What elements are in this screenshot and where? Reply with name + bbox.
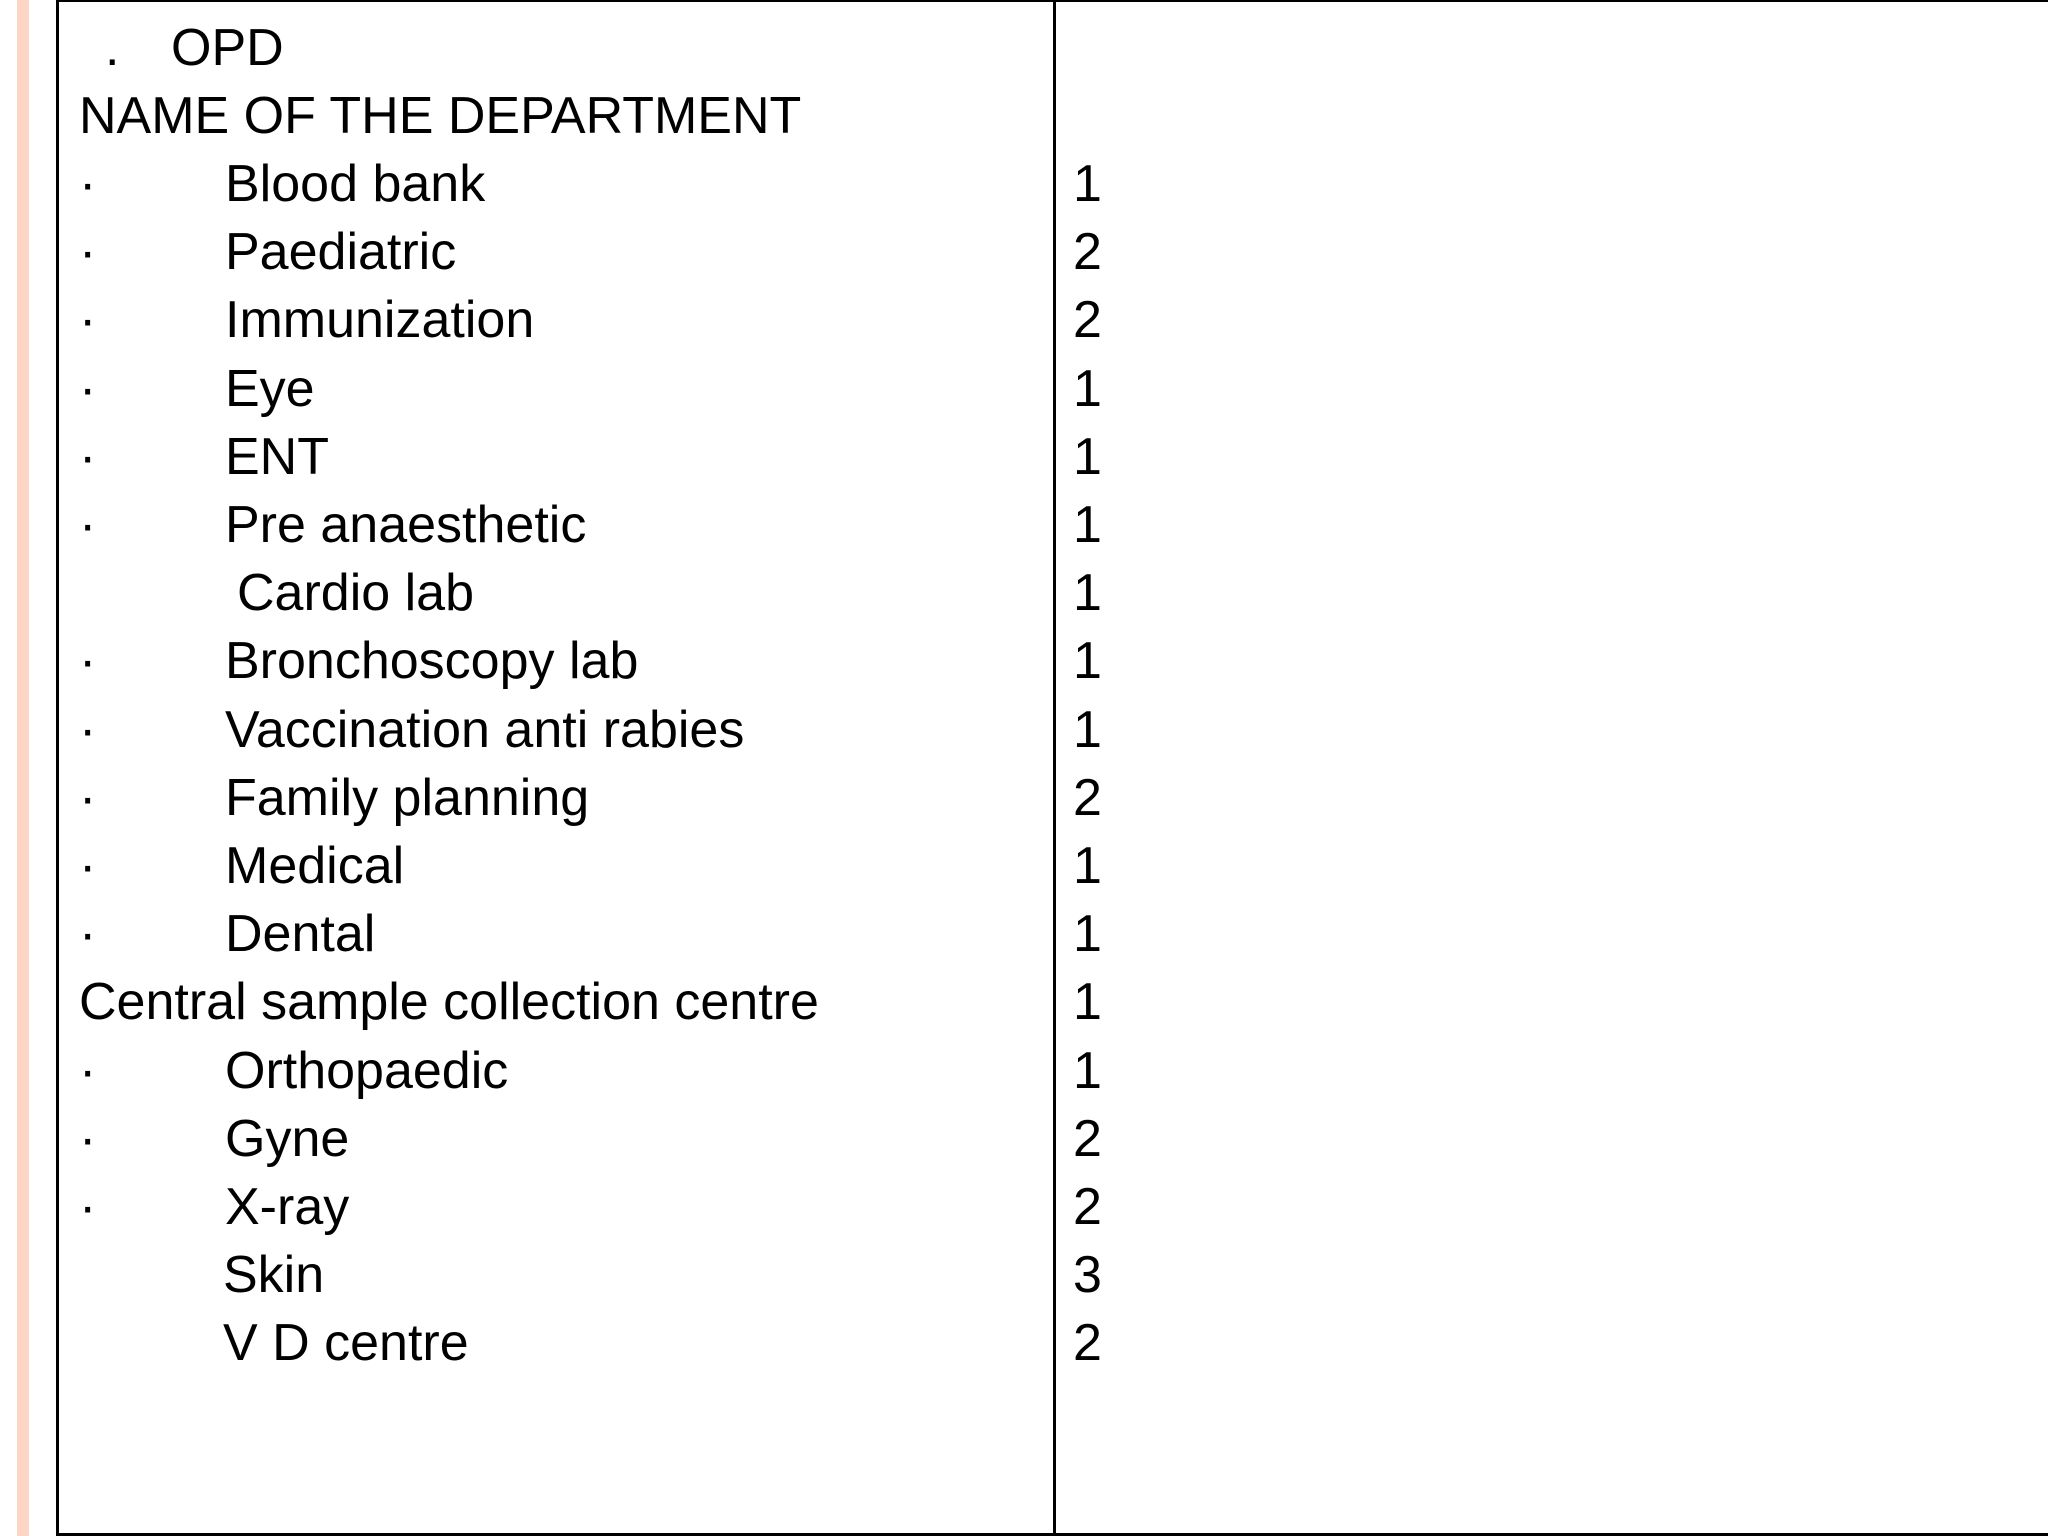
row-bullet: · xyxy=(79,155,97,213)
department-name: Orthopaedic xyxy=(225,1042,509,1100)
department-name: Bronchoscopy lab xyxy=(225,632,639,690)
department-name: V D centre xyxy=(223,1314,469,1372)
row-bullet: · xyxy=(79,223,97,281)
department-count: 1 xyxy=(1073,1042,1102,1100)
department-count: 1 xyxy=(1073,360,1102,418)
department-table xyxy=(56,0,2048,1536)
department-name: Paediatric xyxy=(225,223,457,281)
department-count: 2 xyxy=(1073,1178,1102,1236)
department-name: Eye xyxy=(225,360,315,418)
department-count: 1 xyxy=(1073,428,1102,486)
row-bullet: · xyxy=(79,769,97,827)
department-name: Medical xyxy=(225,837,405,895)
department-count: 1 xyxy=(1073,837,1102,895)
department-count: 3 xyxy=(1073,1246,1102,1304)
department-name: Blood bank xyxy=(225,155,486,213)
row-bullet: · xyxy=(79,701,97,759)
header-marker: . xyxy=(105,19,120,77)
department-count: 2 xyxy=(1073,1314,1102,1372)
department-name: ENT xyxy=(225,428,329,486)
department-name: Skin xyxy=(223,1246,325,1304)
department-count: 2 xyxy=(1073,223,1102,281)
row-bullet: · xyxy=(79,496,97,554)
department-name: Cardio lab xyxy=(237,564,475,622)
row-bullet: · xyxy=(79,291,97,349)
department-name: Vaccination anti rabies xyxy=(225,701,745,759)
department-count: 2 xyxy=(1073,291,1102,349)
department-name: Dental xyxy=(225,905,376,963)
department-name: X-ray xyxy=(225,1178,350,1236)
slide-accent-bar xyxy=(17,0,29,1536)
row-bullet: · xyxy=(79,360,97,418)
department-name: Central sample collection centre xyxy=(79,973,819,1031)
department-count: 2 xyxy=(1073,769,1102,827)
row-bullet: · xyxy=(79,1178,97,1236)
column-title: NAME OF THE DEPARTMENT xyxy=(79,87,802,145)
department-count: 1 xyxy=(1073,701,1102,759)
department-name: Immunization xyxy=(225,291,535,349)
row-bullet: · xyxy=(79,632,97,690)
department-count: 1 xyxy=(1073,973,1102,1031)
department-name: Pre anaesthetic xyxy=(225,496,587,554)
department-count: 1 xyxy=(1073,905,1102,963)
department-count: 2 xyxy=(1073,1110,1102,1168)
department-count: 1 xyxy=(1073,496,1102,554)
row-bullet: · xyxy=(79,1110,97,1168)
row-bullet: · xyxy=(79,1042,97,1100)
row-bullet: · xyxy=(79,905,97,963)
department-name: Gyne xyxy=(225,1110,350,1168)
department-name: Family planning xyxy=(225,769,590,827)
column-divider xyxy=(1053,2,1056,1533)
department-count: 1 xyxy=(1073,564,1102,622)
row-bullet: · xyxy=(79,428,97,486)
opd-label: OPD xyxy=(171,19,284,77)
department-count: 1 xyxy=(1073,632,1102,690)
row-bullet: · xyxy=(79,837,97,895)
department-count: 1 xyxy=(1073,155,1102,213)
